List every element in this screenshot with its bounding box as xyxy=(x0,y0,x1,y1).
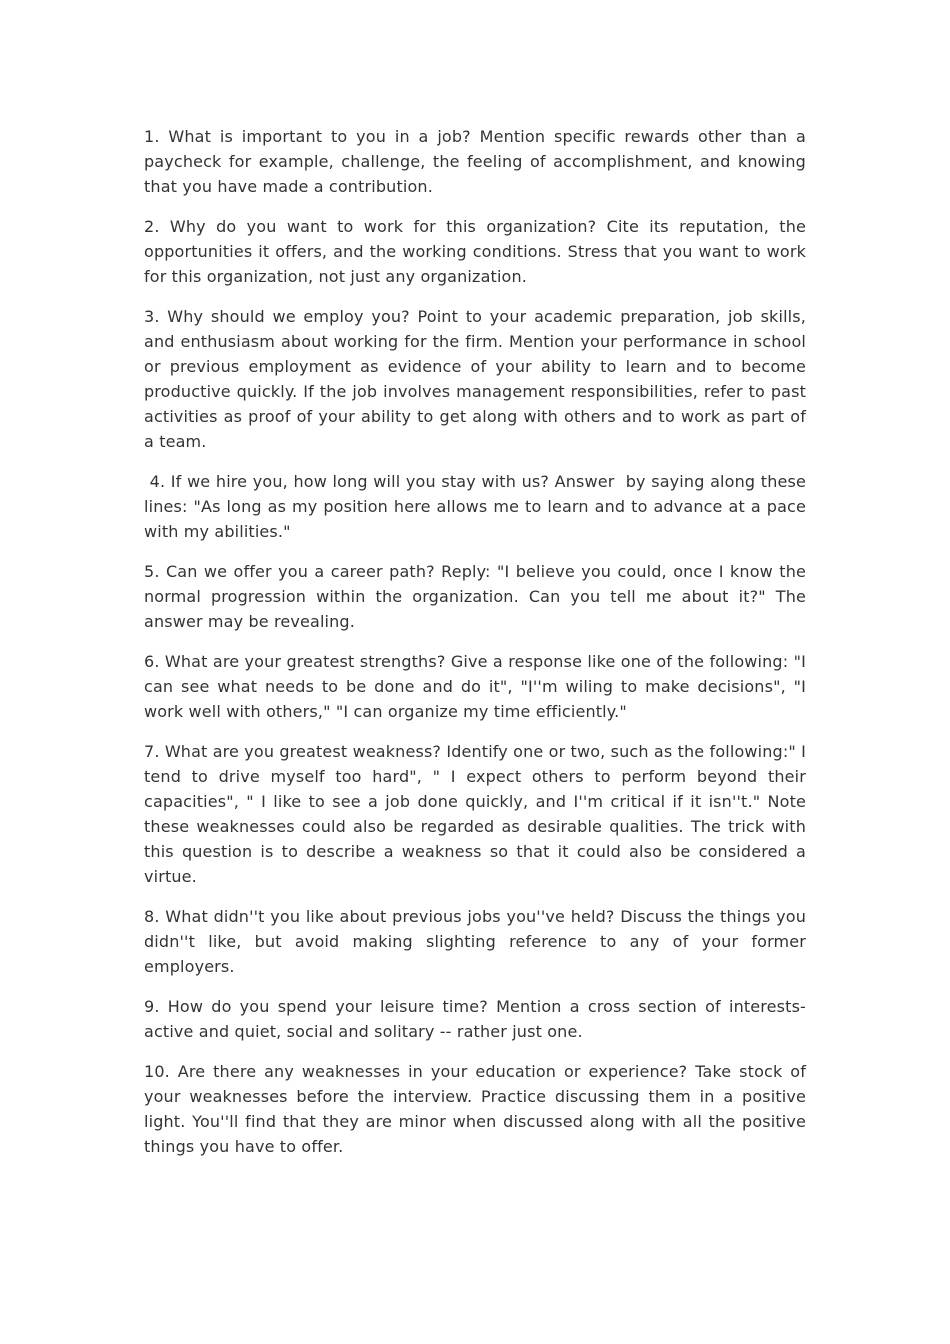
paragraph-question-8: 8. What didn''t you like about previous jobs you''ve held? Discuss the things you didn''t like, but avoid making slighting reference to any of your former employers. xyxy=(144,907,812,976)
paragraph-question-10: 10. Are there any weaknesses in your education or experience? Take stock of your weaknesses before the interview. Practice discussing them in a positive light. You''ll find that they are minor when discussed along with all the positive things you have to offer. xyxy=(144,1062,812,1156)
document-body xyxy=(144,124,812,1174)
paragraph-question-7: 7. What are you greatest weakness? Identify one or two, such as the following:" I tend to drive myself too hard", " I expect others to perform beyond their capacities", " I like to see a job done quickly, and I''m critical if it isn''t." Note these weaknesses could also be regarded as desirable qualities. The trick with this question is to describe a weakness so that it could also be considered a virtue. xyxy=(144,742,812,886)
paragraph-question-1: 1. What is important to you in a job? Mention specific rewards other than a paycheck for example, challenge, the feeling of accomplishment, and knowing that you have made a contribution. xyxy=(144,127,812,196)
paragraph-question-2: 2. Why do you want to work for this organization? Cite its reputation, the opportunities it offers, and the working conditions. Stress that you want to work for this organization, not just any organization. xyxy=(144,217,812,286)
paragraph-question-5: 5. Can we offer you a career path? Reply: "I believe you could, once I know the normal progression within the organization. Can you tell me about it?" The answer may be revealing. xyxy=(144,562,812,631)
paragraph-question-3: 3. Why should we employ you? Point to your academic preparation, job skills, and enthusiasm about working for the firm. Mention your performance in school or previous employment as evidence of your ability to learn and to become productive quickly. If the job involves management responsibilities, refer to past activities as proof of your ability to get along with others and to work as part of a team. xyxy=(144,307,812,451)
paragraph-question-4: 4. If we hire you, how long will you stay with us? Answer by saying along these lines: "As long as my position here allows me to learn and to advance at a pace with my abilities." xyxy=(144,472,812,541)
paragraph-question-6: 6. What are your greatest strengths? Give a response like one of the following: "I can see what needs to be done and do it", "I''m wiling to make decisions", "I work well with others," "I can organize my time efficiently." xyxy=(144,652,812,721)
paragraph-question-9: 9. How do you spend your leisure time? Mention a cross section of interests- active and quiet, social and solitary -- rather just one. xyxy=(144,997,812,1041)
